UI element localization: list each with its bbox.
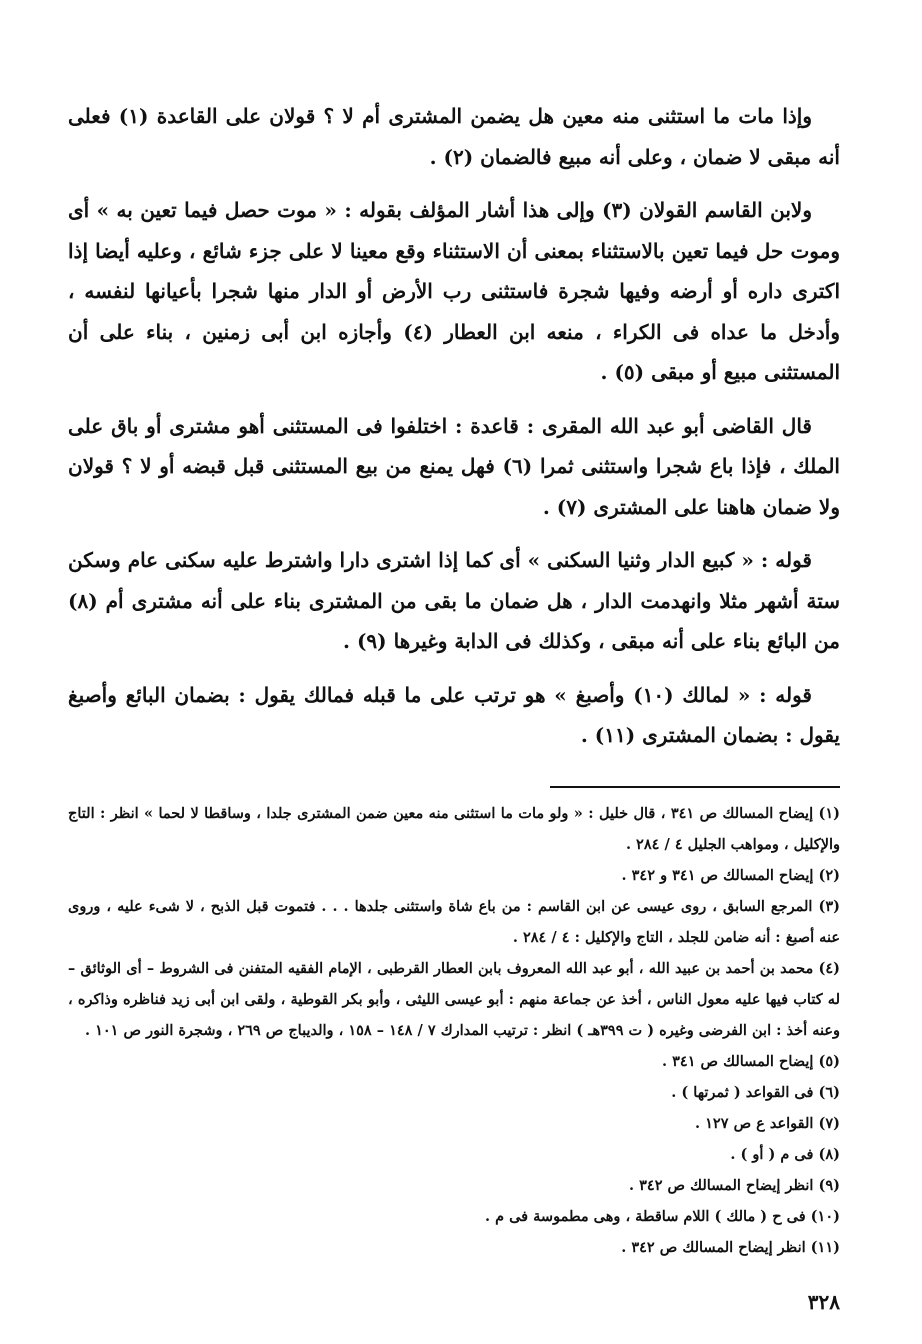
- footnote: (١) إيضاح المسالك ص ٣٤١ ، قال خليل : « ولو مات ما استثنى منه معين ضمن المشترى جلدا ، وساقطا لا لحما » انظر : التاج والإكليل ، ومواهب الجليل ٤ / ٢٨٤ .: [68, 804, 841, 853]
- footnote: (١١) انظر إيضاح المسالك ص ٣٤٢ .: [621, 1238, 840, 1256]
- footnote: (٦) فى القواعد ( ثمرتها ) .: [671, 1083, 840, 1101]
- footnote: (٢) إيضاح المسالك ص ٣٤١ و ٣٤٢ .: [621, 866, 840, 884]
- footnote: (٤) محمد بن أحمد بن عبيد الله ، أبو عبد الله المعروف بابن العطار القرطبى ، الإمام الفقيه المتفنن فى الشروط – أى الوثائق – له كتاب فيها عليه معول الناس ، أخذ عن جماعة منهم : أبو عيسى الليثى ، وأبو بكر القوطية ، ولقى ابن أبى زيد فناظره وذاكره ، وعنه أخذ : ابن الفرضى وغيره ( ت ٣٩٩هـ ) انظر : ترتيب المدارك ٧ / ١٤٨ – ١٥٨ ، والديباج ص ٢٦٩ ، وشجرة النور ص ١٠١ .: [68, 959, 840, 1039]
- footnote: (٣) المرجع السابق ، روى عيسى عن ابن القاسم : من باع شاة واستثنى جلدها . . . فتموت قبل الذبح ، لا شىء عليه ، وروى عنه أصبغ : أنه ضامن للجلد ، التاج والإكليل : ٤ / ٢٨٤ .: [68, 897, 840, 946]
- footnote-divider: [550, 786, 840, 788]
- footnote: (٥) إيضاح المسالك ص ٣٤١ .: [662, 1052, 840, 1070]
- footnote: (١٠) فى ح ( مالك ) اللام ساقطة ، وهى مطموسة فى م .: [484, 1207, 840, 1225]
- footnote: (٨) فى م ( أو ) .: [730, 1145, 840, 1163]
- page-number: ٣٢٨: [807, 1290, 840, 1314]
- paragraph: قوله : « لمالك (١٠) وأصبغ » هو ترتب على ما قبله فمالك يقول : بضمان البائع وأصبغ يقول : بضمان المشترى (١١) .: [68, 682, 840, 747]
- footnotes-list: [68, 798, 840, 1263]
- main-text: [68, 96, 840, 756]
- paragraph: قال القاضى أبو عبد الله المقرى : قاعدة : اختلفوا فى المستثنى أهو مشترى أو باق على الملك ، فإذا باع شجرا واستثنى ثمرا (٦) فهل يمنع من بيع المستثنى قبل قبضه أو لا ؟ قولان ولا ضمان هاهنا على المشترى (٧) .: [68, 413, 840, 519]
- paragraph: قوله : « كبيع الدار وثنيا السكنى » أى كما إذا اشترى دارا واشترط عليه سكنى عام وسكن ستة أشهر مثلا وانهدمت الدار ، هل ضمان ما بقى من المشترى بناء على أنه مشترى أم (٨) من البائع بناء على أنه مبقى ، وكذلك فى الدابة وغيرها (٩) .: [68, 548, 840, 653]
- footnote: (٧) القواعد ع ص ١٢٧ .: [695, 1114, 840, 1132]
- paragraph: وإذا مات ما استثنى منه معين هل يضمن المشترى أم لا ؟ قولان على القاعدة (١) فعلى أنه مبقى لا ضمان ، وعلى أنه مبيع فالضمان (٢) .: [68, 104, 840, 169]
- footnote: (٩) انظر إيضاح المسالك ص ٣٤٢ .: [629, 1176, 840, 1194]
- paragraph: ولابن القاسم القولان (٣) وإلى هذا أشار المؤلف بقوله : « موت حصل فيما تعين به » أى وموت حل فيما تعين بالاستثناء بمعنى أن الاستثناء وقع معينا لا على جزء شائع ، وعليه أيضا إذا اكترى داره أو أرضه وفيها شجرة فاستثنى رب الأرض أو الدار منها شجرا بأعيانها لنفسه ، وأدخل ما عداه فى الكراء ، منعه ابن العطار (٤) وأجازه ابن أبى زمنين ، بناء على أن المستثنى مبيع أو مبقى (٥) .: [68, 198, 841, 384]
